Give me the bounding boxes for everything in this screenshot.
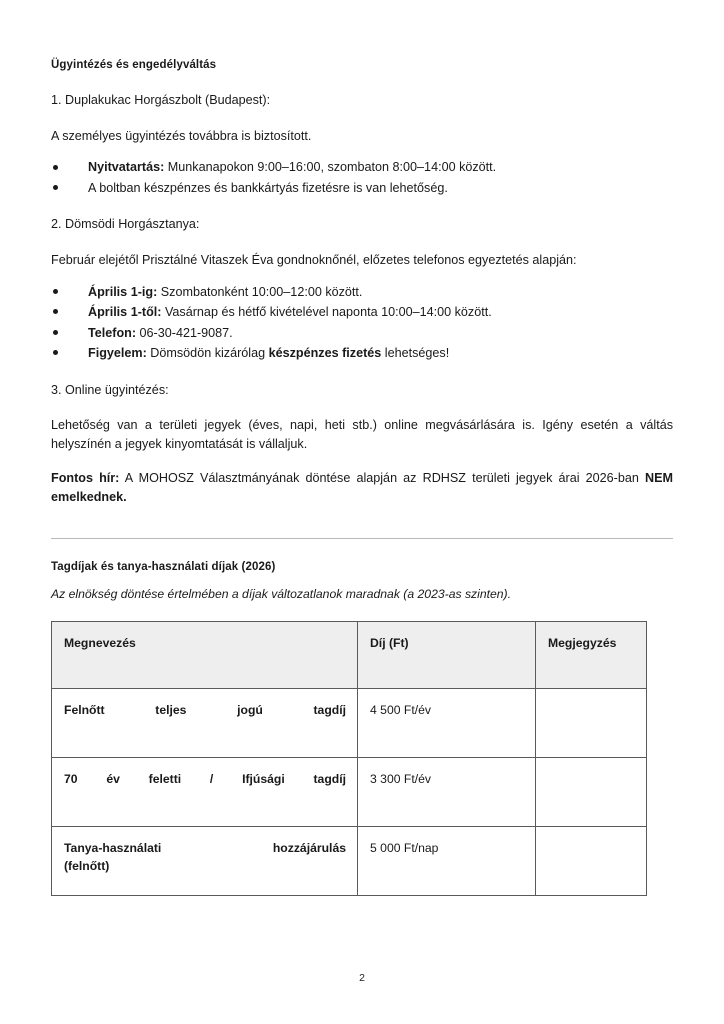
bullet-icon <box>53 165 58 170</box>
fees-subtitle: Az elnökség döntése értelmében a díjak változatlanok maradnak (a 2023-as szinten). <box>51 587 512 602</box>
cell-name-line1: Tanya-használati hozzájárulás <box>64 841 346 856</box>
list-item-label: Április 1-től: <box>88 305 162 320</box>
column-header-note: Megjegyzés <box>536 622 647 689</box>
page-number: 2 <box>359 972 365 984</box>
cell-name: 70 év feletti / Ifjúsági tagdíj <box>52 758 358 827</box>
cell-note <box>536 758 647 827</box>
cell-name <box>52 827 358 896</box>
cell-price: 5 000 Ft/nap <box>358 827 536 896</box>
section-farm-title: 2. Dömsödi Horgásztanya: <box>51 217 200 232</box>
page-content <box>51 57 673 896</box>
phone-number: 06-30-421-9087. <box>136 325 233 340</box>
list-item-label: Április 1-ig: <box>88 285 158 300</box>
section-online-title: 3. Online ügyintézés: <box>51 382 169 397</box>
list-item <box>51 343 673 363</box>
list-item-text: Dömsödön kizárólag <box>146 346 269 361</box>
cell-price: 4 500 Ft/év <box>358 689 536 758</box>
table-row <box>52 689 647 758</box>
section-divider <box>51 538 673 539</box>
fees-table <box>51 621 647 896</box>
list-item-emphasis: készpénzes fizetés <box>268 346 382 361</box>
table-row <box>52 758 647 827</box>
important-notice-label: Fontos hír: <box>51 471 120 486</box>
cell-name-line2: (felnőtt) <box>64 858 110 873</box>
list-item <box>51 302 673 322</box>
table-header-row <box>52 622 647 689</box>
list-item-label: Telefon: <box>88 325 137 340</box>
section-online-intro: Lehetőség van a területi jegyek (éves, napi, heti stb.) online megvásárlására is. Igény esetén a váltás helyszínén a jegyek kinyomtatását is vállaljuk. <box>51 418 673 452</box>
fees-table-body <box>52 689 647 896</box>
list-item-text: A boltban készpénzes és bankkártyás fizetésre is van lehetőség. <box>88 180 448 195</box>
important-notice-text: A MOHOSZ Választmányának döntése alapján az RDHSZ területi jegyek árai 2026-ban <box>119 471 645 486</box>
important-notice <box>51 469 673 507</box>
bullet-icon <box>53 289 58 294</box>
cell-name: Felnőtt teljes jogú tagdíj <box>52 689 358 758</box>
fees-heading: Tagdíjak és tanya-használati díjak (2026) <box>51 561 276 574</box>
section-farm-intro: Február elejétől Prisztálné Vitaszek Éva gondnoknőnél, előzetes telefonos egyeztetés alapján: <box>51 253 577 268</box>
section-shop-intro: A személyes ügyintézés továbbra is biztosított. <box>51 128 312 143</box>
bullet-icon <box>53 350 58 355</box>
cell-price: 3 300 Ft/év <box>358 758 536 827</box>
section-shop-title: 1. Duplakukac Horgászbolt (Budapest): <box>51 92 271 107</box>
list-item-text: Vasárnap és hétfő kivételével naponta 10:00–14:00 között. <box>161 305 492 320</box>
list-item-label: Nyitvatartás: <box>88 160 165 175</box>
bullet-icon <box>53 309 58 314</box>
column-header-price: Díj (Ft) <box>358 622 536 689</box>
list-item <box>51 323 673 343</box>
bullet-icon <box>53 330 58 335</box>
cell-note <box>536 827 647 896</box>
table-row <box>52 827 647 896</box>
list-item <box>51 157 673 177</box>
list-item-text-after: lehetséges! <box>381 346 450 361</box>
list-item-label: Figyelem: <box>88 346 147 361</box>
column-header-name: Megnevezés <box>52 622 358 689</box>
fees-table-header <box>52 622 647 689</box>
important-notice-emphasis: NEM emelkednek. <box>51 471 673 505</box>
list-item-text: Szombatonként 10:00–12:00 között. <box>157 285 363 300</box>
list-item-text: Munkanapokon 9:00–16:00, szombaton 8:00–14:00 között. <box>164 160 497 175</box>
list-item <box>51 178 673 198</box>
page-title: Ügyintézés és engedélyváltás <box>51 59 217 71</box>
cell-note <box>536 689 647 758</box>
farm-bullet-list <box>51 282 673 364</box>
shop-bullet-list <box>51 157 673 198</box>
list-item <box>51 282 673 302</box>
bullet-icon <box>53 185 58 190</box>
